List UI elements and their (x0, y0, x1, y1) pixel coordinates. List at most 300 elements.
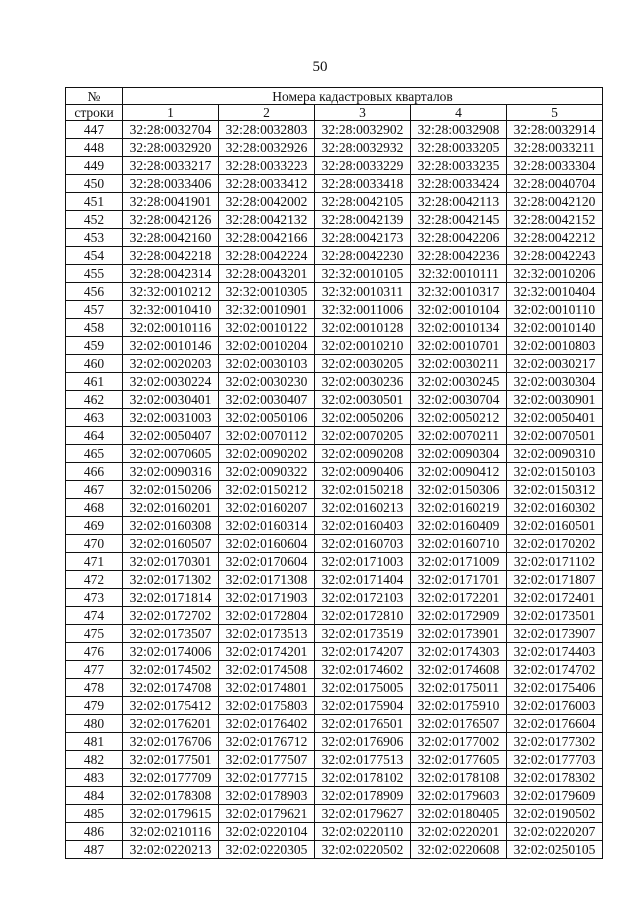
cadastral-number-cell: 32:02:0150103 (507, 463, 603, 481)
cadastral-number-cell: 32:02:0030236 (315, 373, 411, 391)
cadastral-number-cell: 32:02:0176507 (411, 715, 507, 733)
cadastral-number-cell: 32:28:0042002 (219, 193, 315, 211)
row-number-cell: 484 (66, 787, 123, 805)
cadastral-number-cell: 32:02:0177715 (219, 769, 315, 787)
cadastral-number-cell: 32:02:0179615 (123, 805, 219, 823)
cadastral-number-cell: 32:02:0177507 (219, 751, 315, 769)
table-row (66, 751, 603, 769)
cadastral-number-cell: 32:28:0042212 (507, 229, 603, 247)
cadastral-number-cell: 32:02:0177709 (123, 769, 219, 787)
cadastral-number-cell: 32:02:0190502 (507, 805, 603, 823)
cadastral-number-cell: 32:02:0178302 (507, 769, 603, 787)
cadastral-number-cell: 32:28:0042132 (219, 211, 315, 229)
cadastral-number-cell: 32:32:0010317 (411, 283, 507, 301)
cadastral-number-cell: 32:02:0173513 (219, 625, 315, 643)
cadastral-number-cell: 32:02:0090412 (411, 463, 507, 481)
row-number-cell: 450 (66, 175, 123, 193)
cadastral-number-cell: 32:32:0010410 (123, 301, 219, 319)
cadastral-number-cell: 32:02:0180405 (411, 805, 507, 823)
cadastral-number-cell: 32:02:0220608 (411, 841, 507, 859)
table-row (66, 427, 603, 445)
table-row (66, 301, 603, 319)
table-row (66, 517, 603, 535)
row-number-cell: 456 (66, 283, 123, 301)
cadastral-number-cell: 32:28:0032908 (411, 121, 507, 139)
cadastral-number-cell: 32:02:0070605 (123, 445, 219, 463)
cadastral-number-cell: 32:02:0172401 (507, 589, 603, 607)
cadastral-number-cell: 32:02:0178308 (123, 787, 219, 805)
row-number-cell: 464 (66, 427, 123, 445)
cadastral-number-cell: 32:02:0020203 (123, 355, 219, 373)
row-number-cell: 470 (66, 535, 123, 553)
table-row (66, 355, 603, 373)
column-header-3: 3 (315, 105, 411, 121)
cadastral-number-cell: 32:02:0174801 (219, 679, 315, 697)
row-number-cell: 485 (66, 805, 123, 823)
cadastral-number-cell: 32:02:0031003 (123, 409, 219, 427)
cadastral-number-cell: 32:28:0033424 (411, 175, 507, 193)
cadastral-number-cell: 32:02:0150206 (123, 481, 219, 499)
cadastral-number-cell: 32:32:0010105 (315, 265, 411, 283)
cadastral-number-cell: 32:02:0170604 (219, 553, 315, 571)
cadastral-number-cell: 32:02:0172909 (411, 607, 507, 625)
cadastral-number-cell: 32:02:0010146 (123, 337, 219, 355)
cadastral-number-cell: 32:02:0177513 (315, 751, 411, 769)
cadastral-number-cell: 32:02:0178903 (219, 787, 315, 805)
cadastral-number-cell: 32:02:0179609 (507, 787, 603, 805)
cadastral-number-cell: 32:02:0171807 (507, 571, 603, 589)
cadastral-number-cell: 32:02:0160409 (411, 517, 507, 535)
cadastral-number-cell: 32:02:0070205 (315, 427, 411, 445)
row-number-cell: 447 (66, 121, 123, 139)
cadastral-number-cell: 32:02:0171404 (315, 571, 411, 589)
row-number-cell: 487 (66, 841, 123, 859)
table-row (66, 571, 603, 589)
table-row (66, 481, 603, 499)
cadastral-number-cell: 32:02:0160501 (507, 517, 603, 535)
column-header-1: 1 (123, 105, 219, 121)
cadastral-number-cell: 32:02:0175904 (315, 697, 411, 715)
cadastral-number-cell: 32:28:0042218 (123, 247, 219, 265)
cadastral-number-cell: 32:02:0174207 (315, 643, 411, 661)
cadastral-number-cell: 32:02:0171009 (411, 553, 507, 571)
cadastral-number-cell: 32:02:0176712 (219, 733, 315, 751)
cadastral-number-cell: 32:28:0042230 (315, 247, 411, 265)
cadastral-number-cell: 32:02:0173907 (507, 625, 603, 643)
row-number-cell: 459 (66, 337, 123, 355)
cadastral-number-cell: 32:32:0010206 (507, 265, 603, 283)
row-number-cell: 482 (66, 751, 123, 769)
table-row (66, 625, 603, 643)
cadastral-number-cell: 32:02:0030224 (123, 373, 219, 391)
cadastral-number-cell: 32:02:0160207 (219, 499, 315, 517)
row-number-cell: 454 (66, 247, 123, 265)
cadastral-number-cell: 32:02:0170301 (123, 553, 219, 571)
cadastral-number-cell: 32:02:0171003 (315, 553, 411, 571)
cadastral-number-cell: 32:28:0033205 (411, 139, 507, 157)
table-row (66, 769, 603, 787)
table-row (66, 211, 603, 229)
group-header: Номера кадастровых кварталов (123, 88, 603, 105)
cadastral-number-cell: 32:02:0160302 (507, 499, 603, 517)
cadastral-number-cell: 32:02:0160507 (123, 535, 219, 553)
cadastral-number-cell: 32:28:0033412 (219, 175, 315, 193)
cadastral-number-cell: 32:02:0176201 (123, 715, 219, 733)
cadastral-number-cell: 32:02:0030230 (219, 373, 315, 391)
table-row (66, 823, 603, 841)
table-body (66, 121, 603, 859)
cadastral-number-cell: 32:02:0171302 (123, 571, 219, 589)
cadastral-number-cell: 32:02:0030901 (507, 391, 603, 409)
cadastral-number-cell: 32:02:0179621 (219, 805, 315, 823)
cadastral-number-cell: 32:02:0010140 (507, 319, 603, 337)
cadastral-number-cell: 32:02:0177605 (411, 751, 507, 769)
row-number-cell: 458 (66, 319, 123, 337)
cadastral-number-cell: 32:02:0177501 (123, 751, 219, 769)
table-row (66, 409, 603, 427)
table-row (66, 229, 603, 247)
cadastral-number-cell: 32:02:0171701 (411, 571, 507, 589)
cadastral-number-cell: 32:02:0179603 (411, 787, 507, 805)
cadastral-number-cell: 32:02:0010204 (219, 337, 315, 355)
row-number-cell: 449 (66, 157, 123, 175)
cadastral-number-cell: 32:02:0010128 (315, 319, 411, 337)
cadastral-number-cell: 32:02:0170202 (507, 535, 603, 553)
cadastral-number-cell: 32:28:0033229 (315, 157, 411, 175)
cadastral-number-cell: 32:02:0177002 (411, 733, 507, 751)
cadastral-number-cell: 32:02:0174708 (123, 679, 219, 697)
cadastral-number-cell: 32:02:0050407 (123, 427, 219, 445)
cadastral-number-cell: 32:28:0041901 (123, 193, 219, 211)
row-number-cell: 451 (66, 193, 123, 211)
row-number-cell: 452 (66, 211, 123, 229)
table-row (66, 787, 603, 805)
row-number-cell: 483 (66, 769, 123, 787)
table-row (66, 175, 603, 193)
table-row (66, 391, 603, 409)
cadastral-number-cell: 32:02:0172103 (315, 589, 411, 607)
cadastral-number-cell: 32:02:0172702 (123, 607, 219, 625)
cadastral-number-cell: 32:28:0032926 (219, 139, 315, 157)
cadastral-number-cell: 32:28:0042145 (411, 211, 507, 229)
cadastral-number-cell: 32:02:0171814 (123, 589, 219, 607)
cadastral-number-cell: 32:02:0174702 (507, 661, 603, 679)
cadastral-number-cell: 32:02:0010116 (123, 319, 219, 337)
cadastral-number-cell: 32:32:0011006 (315, 301, 411, 319)
table-row (66, 247, 603, 265)
cadastral-number-cell: 32:28:0042224 (219, 247, 315, 265)
cadastral-number-cell: 32:02:0160703 (315, 535, 411, 553)
cadastral-number-cell: 32:28:0042243 (507, 247, 603, 265)
cadastral-number-cell: 32:28:0042314 (123, 265, 219, 283)
table-row (66, 607, 603, 625)
table-row (66, 373, 603, 391)
cadastral-number-cell: 32:28:0042120 (507, 193, 603, 211)
cadastral-number-cell: 32:02:0210116 (123, 823, 219, 841)
cadastral-number-cell: 32:28:0032932 (315, 139, 411, 157)
table-row (66, 535, 603, 553)
cadastral-number-cell: 32:02:0173501 (507, 607, 603, 625)
table-row (66, 805, 603, 823)
cadastral-number-cell: 32:02:0160314 (219, 517, 315, 535)
cadastral-number-cell: 32:02:0220213 (123, 841, 219, 859)
cadastral-number-cell: 32:28:0042236 (411, 247, 507, 265)
row-number-cell: 486 (66, 823, 123, 841)
cadastral-number-cell: 32:02:0171102 (507, 553, 603, 571)
cadastral-number-cell: 32:02:0030217 (507, 355, 603, 373)
cadastral-number-cell: 32:02:0160213 (315, 499, 411, 517)
cadastral-number-cell: 32:02:0160604 (219, 535, 315, 553)
cadastral-number-cell: 32:02:0220110 (315, 823, 411, 841)
cadastral-number-cell: 32:02:0172804 (219, 607, 315, 625)
cadastral-number-cell: 32:28:0032902 (315, 121, 411, 139)
cadastral-number-cell: 32:02:0174508 (219, 661, 315, 679)
cadastral-number-cell: 32:02:0176003 (507, 697, 603, 715)
table-row (66, 265, 603, 283)
cadastral-number-cell: 32:02:0030704 (411, 391, 507, 409)
cadastral-number-cell: 32:02:0090406 (315, 463, 411, 481)
page-number: 50 (312, 59, 328, 75)
cadastral-number-cell: 32:02:0220104 (219, 823, 315, 841)
row-number-cell: 461 (66, 373, 123, 391)
cadastral-number-cell: 32:28:0042166 (219, 229, 315, 247)
cadastral-number-cell: 32:02:0030205 (315, 355, 411, 373)
cadastral-number-cell: 32:28:0042152 (507, 211, 603, 229)
cadastral-number-cell: 32:02:0090310 (507, 445, 603, 463)
cadastral-number-cell: 32:02:0175910 (411, 697, 507, 715)
cadastral-number-cell: 32:02:0160308 (123, 517, 219, 535)
table-row (66, 589, 603, 607)
row-number-header-bottom: строки (66, 105, 123, 121)
cadastral-number-cell: 32:28:0032803 (219, 121, 315, 139)
cadastral-number-cell: 32:02:0030407 (219, 391, 315, 409)
cadastral-number-cell: 32:02:0172810 (315, 607, 411, 625)
row-number-cell: 473 (66, 589, 123, 607)
cadastral-number-cell: 32:28:0033211 (507, 139, 603, 157)
cadastral-number-cell: 32:28:0042160 (123, 229, 219, 247)
row-number-cell: 463 (66, 409, 123, 427)
cadastral-number-cell: 32:02:0010210 (315, 337, 411, 355)
cadastral-number-cell: 32:02:0010110 (507, 301, 603, 319)
cadastral-number-cell: 32:02:0220305 (219, 841, 315, 859)
header-row-columns (66, 105, 603, 121)
cadastral-number-cell: 32:02:0174201 (219, 643, 315, 661)
cadastral-number-cell: 32:02:0070112 (219, 427, 315, 445)
cadastral-number-cell: 32:28:0042126 (123, 211, 219, 229)
cadastral-number-cell: 32:28:0042139 (315, 211, 411, 229)
table-row (66, 445, 603, 463)
cadastral-number-cell: 32:32:0010212 (123, 283, 219, 301)
cadastral-number-cell: 32:28:0043201 (219, 265, 315, 283)
header-row-top (66, 88, 603, 105)
cadastral-number-cell: 32:28:0042105 (315, 193, 411, 211)
cadastral-number-cell: 32:02:0175803 (219, 697, 315, 715)
cadastral-number-cell: 32:28:0042173 (315, 229, 411, 247)
cadastral-number-cell: 32:02:0030304 (507, 373, 603, 391)
table-row (66, 715, 603, 733)
cadastral-number-cell: 32:02:0050212 (411, 409, 507, 427)
cadastral-number-cell: 32:02:0030401 (123, 391, 219, 409)
cadastral-number-cell: 32:02:0171903 (219, 589, 315, 607)
cadastral-number-cell: 32:02:0176402 (219, 715, 315, 733)
cadastral-number-cell: 32:02:0090202 (219, 445, 315, 463)
column-header-2: 2 (219, 105, 315, 121)
cadastral-number-cell: 32:02:0010104 (411, 301, 507, 319)
cadastral-number-cell: 32:28:0033235 (411, 157, 507, 175)
cadastral-number-cell: 32:02:0220207 (507, 823, 603, 841)
cadastral-number-cell: 32:28:0040704 (507, 175, 603, 193)
table-row (66, 553, 603, 571)
cadastral-number-cell: 32:02:0220502 (315, 841, 411, 859)
cadastral-number-cell: 32:02:0176501 (315, 715, 411, 733)
table-row (66, 139, 603, 157)
cadastral-quarters-table (65, 87, 603, 859)
row-number-cell: 462 (66, 391, 123, 409)
row-number-cell: 467 (66, 481, 123, 499)
cadastral-number-cell: 32:02:0173519 (315, 625, 411, 643)
row-number-cell: 474 (66, 607, 123, 625)
cadastral-number-cell: 32:02:0179627 (315, 805, 411, 823)
cadastral-number-cell: 32:02:0050401 (507, 409, 603, 427)
row-number-cell: 466 (66, 463, 123, 481)
row-number-cell: 480 (66, 715, 123, 733)
cadastral-number-cell: 32:02:0173901 (411, 625, 507, 643)
cadastral-number-cell: 32:02:0160403 (315, 517, 411, 535)
cadastral-number-cell: 32:02:0150306 (411, 481, 507, 499)
row-number-cell: 457 (66, 301, 123, 319)
row-number-cell: 460 (66, 355, 123, 373)
row-number-cell: 468 (66, 499, 123, 517)
table-row (66, 193, 603, 211)
cadastral-number-cell: 32:02:0177302 (507, 733, 603, 751)
row-number-cell: 478 (66, 679, 123, 697)
cadastral-number-cell: 32:02:0150312 (507, 481, 603, 499)
row-number-cell: 481 (66, 733, 123, 751)
table-row (66, 283, 603, 301)
row-number-cell: 472 (66, 571, 123, 589)
row-number-cell: 448 (66, 139, 123, 157)
row-number-cell: 477 (66, 661, 123, 679)
row-number-cell: 471 (66, 553, 123, 571)
cadastral-number-cell: 32:02:0010803 (507, 337, 603, 355)
row-number-cell: 479 (66, 697, 123, 715)
cadastral-number-cell: 32:02:0090208 (315, 445, 411, 463)
cadastral-number-cell: 32:02:0070501 (507, 427, 603, 445)
cadastral-number-cell: 32:28:0033217 (123, 157, 219, 175)
cadastral-number-cell: 32:02:0050106 (219, 409, 315, 427)
cadastral-number-cell: 32:02:0174502 (123, 661, 219, 679)
cadastral-number-cell: 32:02:0010122 (219, 319, 315, 337)
table-row (66, 499, 603, 517)
table-row (66, 733, 603, 751)
cadastral-number-cell: 32:02:0030501 (315, 391, 411, 409)
cadastral-number-cell: 32:28:0033223 (219, 157, 315, 175)
cadastral-number-cell: 32:02:0178108 (411, 769, 507, 787)
cadastral-number-cell: 32:02:0070211 (411, 427, 507, 445)
cadastral-number-cell: 32:02:0171308 (219, 571, 315, 589)
table-row (66, 661, 603, 679)
cadastral-number-cell: 32:02:0050206 (315, 409, 411, 427)
cadastral-number-cell: 32:02:0174303 (411, 643, 507, 661)
table-row (66, 157, 603, 175)
cadastral-number-cell: 32:02:0175406 (507, 679, 603, 697)
table-row (66, 643, 603, 661)
cadastral-number-cell: 32:02:0160201 (123, 499, 219, 517)
row-number-cell: 475 (66, 625, 123, 643)
cadastral-number-cell: 32:02:0178102 (315, 769, 411, 787)
table-row (66, 337, 603, 355)
cadastral-number-cell: 32:28:0032704 (123, 121, 219, 139)
cadastral-number-cell: 32:02:0173507 (123, 625, 219, 643)
row-number-cell: 469 (66, 517, 123, 535)
cadastral-number-cell: 32:28:0032914 (507, 121, 603, 139)
cadastral-number-cell: 32:02:0175005 (315, 679, 411, 697)
cadastral-number-cell: 32:32:0010311 (315, 283, 411, 301)
cadastral-number-cell: 32:02:0090316 (123, 463, 219, 481)
cadastral-number-cell: 32:02:0175011 (411, 679, 507, 697)
cadastral-number-cell: 32:28:0033418 (315, 175, 411, 193)
column-header-5: 5 (507, 105, 603, 121)
cadastral-number-cell: 32:02:0030211 (411, 355, 507, 373)
row-number-header-top: № (66, 88, 123, 105)
cadastral-number-cell: 32:02:0090322 (219, 463, 315, 481)
cadastral-number-cell: 32:02:0174608 (411, 661, 507, 679)
cadastral-number-cell: 32:32:0010901 (219, 301, 315, 319)
table-row (66, 679, 603, 697)
cadastral-number-cell: 32:28:0032920 (123, 139, 219, 157)
row-number-cell: 453 (66, 229, 123, 247)
cadastral-number-cell: 32:32:0010305 (219, 283, 315, 301)
table-row (66, 121, 603, 139)
cadastral-number-cell: 32:02:0030103 (219, 355, 315, 373)
cadastral-number-cell: 32:28:0033304 (507, 157, 603, 175)
cadastral-number-cell: 32:02:0176706 (123, 733, 219, 751)
cadastral-number-cell: 32:32:0010404 (507, 283, 603, 301)
cadastral-number-cell: 32:02:0174006 (123, 643, 219, 661)
cadastral-number-cell: 32:02:0090304 (411, 445, 507, 463)
cadastral-number-cell: 32:02:0176604 (507, 715, 603, 733)
column-header-4: 4 (411, 105, 507, 121)
table-row (66, 319, 603, 337)
cadastral-number-cell: 32:02:0175412 (123, 697, 219, 715)
row-number-cell: 476 (66, 643, 123, 661)
cadastral-number-cell: 32:02:0178909 (315, 787, 411, 805)
cadastral-number-cell: 32:28:0033406 (123, 175, 219, 193)
cadastral-number-cell: 32:02:0150218 (315, 481, 411, 499)
table-row (66, 841, 603, 859)
cadastral-number-cell: 32:02:0220201 (411, 823, 507, 841)
cadastral-number-cell: 32:02:0176906 (315, 733, 411, 751)
cadastral-number-cell: 32:02:0010134 (411, 319, 507, 337)
cadastral-number-cell: 32:32:0010111 (411, 265, 507, 283)
cadastral-number-cell: 32:02:0250105 (507, 841, 603, 859)
cadastral-number-cell: 32:02:0174602 (315, 661, 411, 679)
cadastral-number-cell: 32:28:0042113 (411, 193, 507, 211)
cadastral-number-cell: 32:02:0030245 (411, 373, 507, 391)
cadastral-number-cell: 32:28:0042206 (411, 229, 507, 247)
table-row (66, 697, 603, 715)
cadastral-number-cell: 32:02:0174403 (507, 643, 603, 661)
cadastral-number-cell: 32:02:0177703 (507, 751, 603, 769)
cadastral-number-cell: 32:02:0010701 (411, 337, 507, 355)
cadastral-number-cell: 32:02:0160219 (411, 499, 507, 517)
row-number-cell: 465 (66, 445, 123, 463)
cadastral-number-cell: 32:02:0172201 (411, 589, 507, 607)
row-number-cell: 455 (66, 265, 123, 283)
cadastral-number-cell: 32:02:0150212 (219, 481, 315, 499)
table-row (66, 463, 603, 481)
cadastral-number-cell: 32:02:0160710 (411, 535, 507, 553)
